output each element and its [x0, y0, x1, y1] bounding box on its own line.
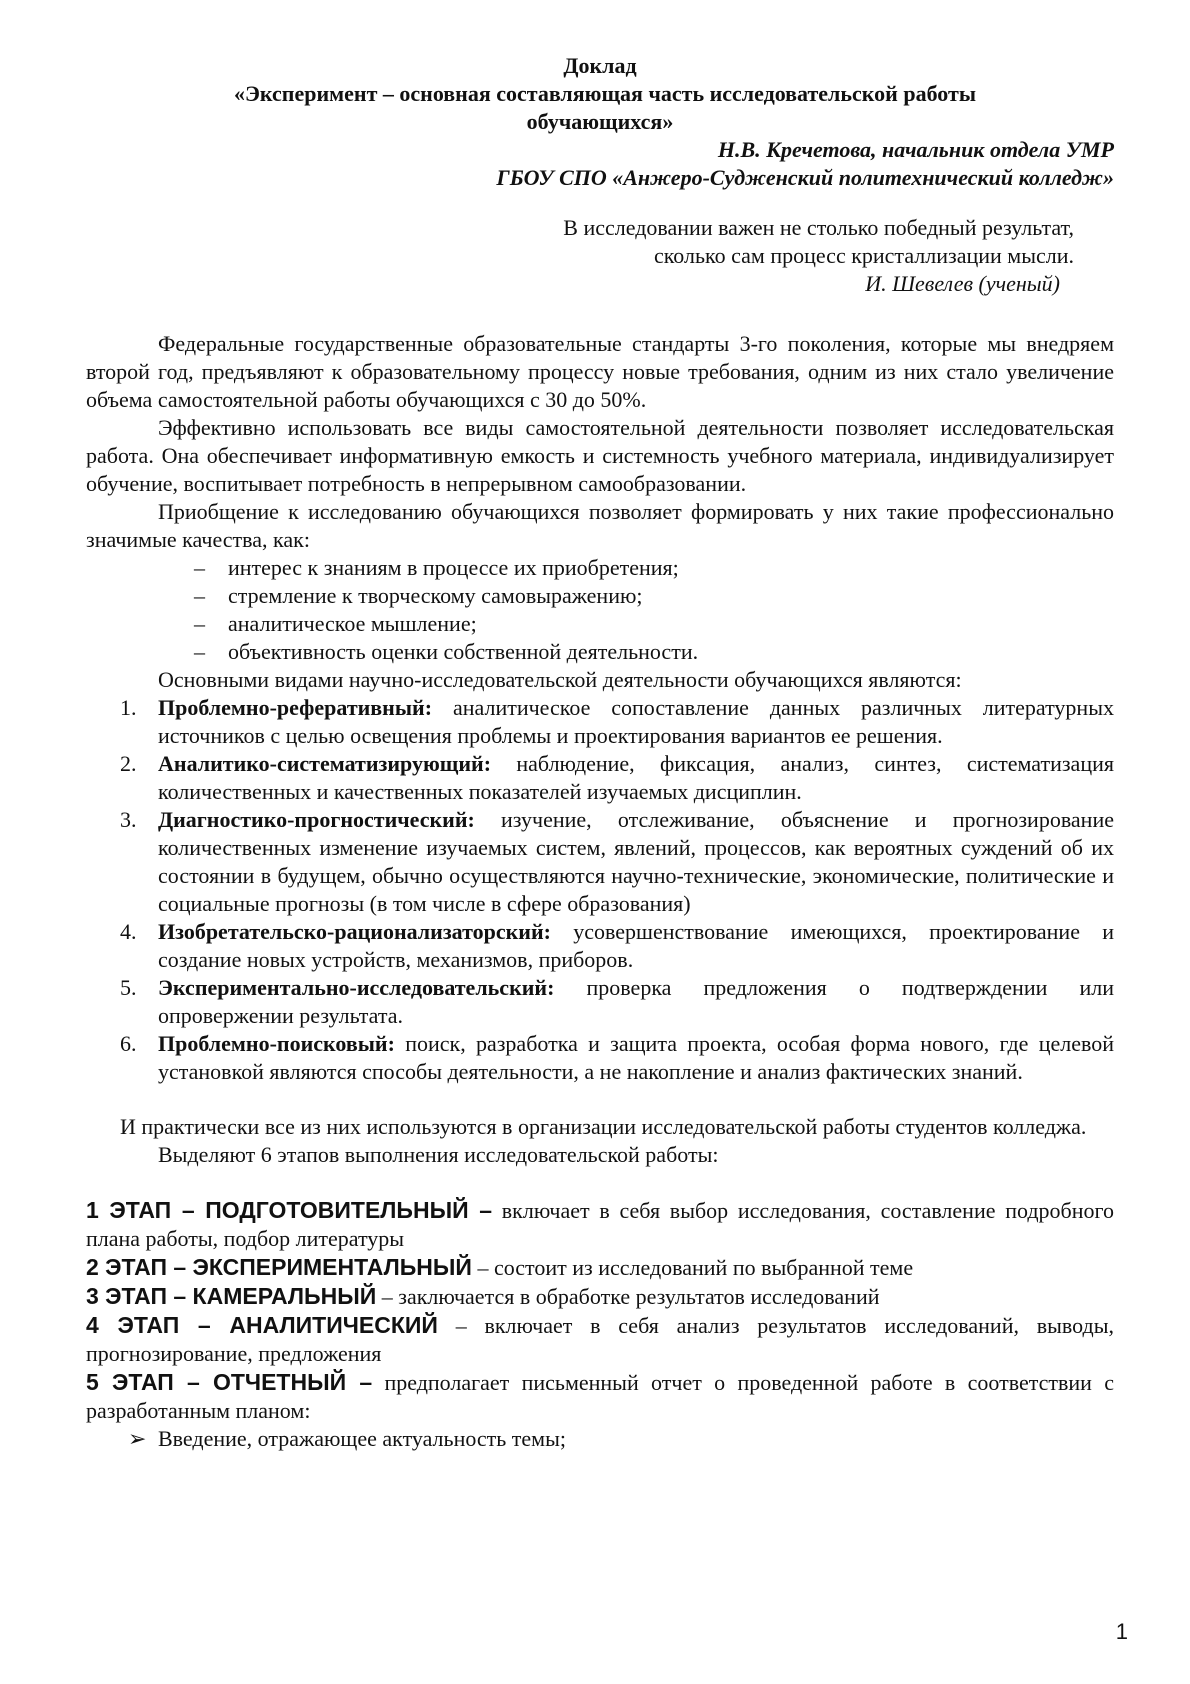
stage-item: 5 ЭТАП – ОТЧЕТНЫЙ – предполагает письменный отчет о проведенной работе в соответствии с разработанным планом: [86, 1369, 1114, 1423]
dash-bullet: – [194, 611, 205, 636]
list-item: 1. Проблемно-реферативный: аналитическое сопоставление данных различных литературных источников с целью освещения проблемы и проектирования вариантов ее решения. [120, 695, 1114, 748]
dash-bullet: – [194, 639, 205, 664]
stage-label: 1 ЭТАП – ПОДГОТОВИТЕЛЬНЫЙ – [86, 1197, 493, 1223]
paragraph-6: Выделяют 6 этапов выполнения исследовательской работы: [158, 1142, 719, 1167]
type-name: Диагностико-прогностический: [158, 807, 475, 832]
paragraph-3: Приобщение к исследованию обучающихся позволяет формировать у них такие профессионально значимые качества, как: [86, 499, 1114, 552]
list-item: – интерес к знаниям в процессе их приобретения; [194, 555, 679, 580]
stage-item: 2 ЭТАП – ЭКСПЕРИМЕНТАЛЬНЫЙ – состоит из исследований по выбранной теме [86, 1254, 914, 1280]
dash-bullet: – [194, 555, 205, 580]
page-number: 1 [1115, 1619, 1128, 1644]
stage-label: 4 ЭТАП – АНАЛИТИЧЕСКИЙ [86, 1312, 438, 1338]
list-item: – аналитическое мышление; [194, 611, 477, 636]
dash-bullet: – [194, 583, 205, 608]
doc-organization: ГБОУ СПО «Анжеро-Судженский политехнический колледж» [496, 165, 1114, 190]
stage-item: 3 ЭТАП – КАМЕРАЛЬНЫЙ – заключается в обработке результатов исследований [86, 1283, 880, 1309]
research-types-list [86, 694, 1114, 1086]
doc-title: Доклад [563, 53, 637, 78]
epigraph-source: И. Шевелев (ученый) [865, 271, 1060, 296]
epigraph-line1: В исследовании важен не столько победный результат, [563, 215, 1074, 240]
type-name: Проблемно-поисковый: [158, 1031, 395, 1056]
list-item: – объективность оценки собственной деятельности. [194, 639, 699, 664]
list-item: 6. Проблемно-поисковый: поиск, разработка и защита проекта, особая форма нового, где целевой установкой являются способы деятельности, а не накопление и анализ фактических знаний. [120, 1031, 1114, 1084]
paragraph-5: И практически все из них используются в организации исследовательской работы студентов колледжа. [120, 1114, 1087, 1139]
type-name: Аналитико-систематизирующий: [158, 751, 492, 776]
paragraph-1: Федеральные государственные образовательные стандарты 3-го поколения, которые мы внедряем второй год, предъявляют к образовательному процессу новые требования, одним из них стало увеличение объема самостоятельной работы обучающихся с 30 до 50%. [86, 331, 1114, 412]
list-item: 5. Экспериментально-исследовательский: проверка предложения о подтверждении или опровержении результата. [120, 975, 1114, 1028]
qualities-list [86, 554, 1114, 666]
arrow-bullet-icon: ➢ [128, 1426, 147, 1451]
list-item: 4. Изобретательско-рационализаторский: усовершенствование имеющихся, проектирование и создание новых устройств, механизмов, приборов. [120, 919, 1114, 972]
type-name: Изобретательско-рационализаторский: [158, 919, 551, 944]
list-item: 3. Диагностико-прогностический: изучение, отслеживание, объяснение и прогнозирование количественных изменение изучаемых систем, явлений, процессов, как вероятных суждений об их состоянии в будущем, обычно осуществляются научно-технические, экономические, политические и социальные прогнозы (в том числе в сфере образования) [120, 807, 1114, 916]
epigraph-line2: сколько сам процесс кристаллизации мысли. [653, 243, 1074, 268]
stage-label: 3 ЭТАП – КАМЕРАЛЬНЫЙ [86, 1283, 377, 1309]
document-page [86, 52, 1114, 1453]
arrow-list-item: ➢ Введение, отражающее актуальность темы; [128, 1426, 566, 1451]
stage-label: 5 ЭТАП – ОТЧЕТНЫЙ – [86, 1369, 373, 1395]
epigraph [86, 214, 1074, 298]
stage-label: 2 ЭТАП – ЭКСПЕРИМЕНТАЛЬНЫЙ [86, 1254, 472, 1280]
doc-subtitle-line1: «Эксперимент – основная составляющая часть исследовательской работы [233, 81, 977, 106]
list-item: – стремление к творческому самовыражению; [194, 583, 643, 608]
list-item: 2. Аналитико-систематизирующий: наблюдение, фиксация, анализ, синтез, систематизация количественных и качественных показателей изучаемых дисциплин. [120, 751, 1114, 804]
doc-author: Н.В. Кречетова, начальник отдела УМР [717, 137, 1114, 162]
type-name: Экспериментально-исследовательский: [158, 975, 555, 1000]
paragraph-2: Эффективно использовать все виды самостоятельной деятельности позволяет исследовательская работа. Она обеспечивает информативную емкость и системность учебного материала, индивидуализирует обучение, воспитывает потребность в непрерывном самообразовании. [86, 415, 1114, 496]
type-name: Проблемно-реферативный: [158, 695, 433, 720]
stages-list [86, 1196, 1114, 1425]
doc-subtitle-line2: обучающихся» [526, 109, 674, 134]
stage-item: 4 ЭТАП – АНАЛИТИЧЕСКИЙ – включает в себя анализ результатов исследований, выводы, прогнозирование, предложения [86, 1312, 1114, 1366]
paragraph-4: Основными видами научно-исследовательской деятельности обучающихся являются: [158, 667, 962, 692]
stage-item: 1 ЭТАП – ПОДГОТОВИТЕЛЬНЫЙ – включает в себя выбор исследования, составление подробного плана работы, подбор литературы [86, 1197, 1115, 1251]
